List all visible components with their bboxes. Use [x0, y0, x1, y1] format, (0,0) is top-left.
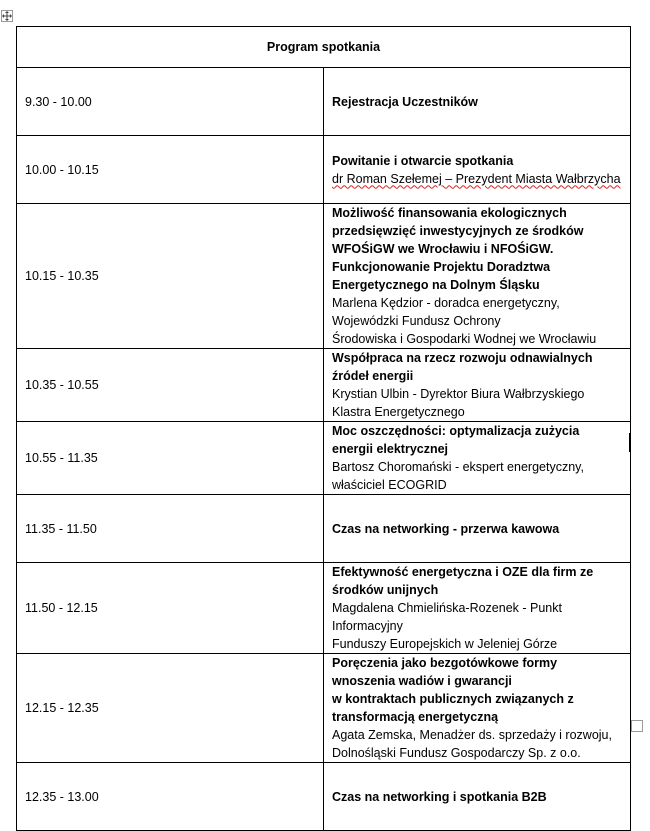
speaker-line: Marlena Kędzior - doradca energetyczny, Wojewódzki Fundusz Ochrony [332, 296, 560, 328]
table-move-handle-icon[interactable] [1, 10, 13, 22]
table-row [17, 422, 631, 495]
session-cell[interactable] [324, 563, 631, 654]
table-row [17, 68, 631, 136]
session-title: Moc oszczędności: optymalizacja zużycia energii elektrycznej [332, 424, 580, 456]
table-row [17, 136, 631, 204]
speaker-line: Krystian Ulbin - Dyrektor Biura Wałbrzyskiego Klastra Energetycznego [332, 387, 585, 419]
session-cell[interactable] [324, 422, 631, 495]
speaker-line: Funduszy Europejskich w Jeleniej Górze [332, 637, 558, 651]
session-cell[interactable] [324, 763, 631, 831]
session-title-line: Możliwość finansowania ekologicznych przedsięwzięć inwestycyjnych ze środków [332, 206, 584, 238]
session-title: Powitanie i otwarcie spotkania [332, 153, 514, 168]
time-cell[interactable]: 12.35 - 13.00 [17, 763, 324, 831]
time-cell[interactable]: 10.00 - 10.15 [17, 136, 324, 204]
header-row [17, 27, 631, 68]
session-cell[interactable] [324, 68, 631, 136]
session-title-line: Energetycznego na Dolnym Śląsku [332, 278, 540, 292]
session-title-line: w kontraktach publicznych związanych z transformacją energetyczną [332, 692, 574, 724]
session-cell[interactable] [324, 136, 631, 204]
table-row [17, 204, 631, 349]
session-cell[interactable] [324, 204, 631, 349]
speaker-line: Agata Zemska, Menadżer ds. sprzedaży i rozwoju, [332, 728, 612, 742]
table-row [17, 563, 631, 654]
table-heading[interactable]: Program spotkania [17, 27, 631, 68]
session-cell[interactable] [324, 349, 631, 422]
table-row [17, 495, 631, 563]
session-cell[interactable] [324, 495, 631, 563]
time-cell[interactable]: 10.35 - 10.55 [17, 349, 324, 422]
time-cell[interactable]: 10.55 - 11.35 [17, 422, 324, 495]
time-cell[interactable]: 10.15 - 10.35 [17, 204, 324, 349]
session-title: Efektywność energetyczna i OZE dla firm ze środków unijnych [332, 565, 594, 597]
table-row [17, 349, 631, 422]
session-title: Rejestracja Uczestników [332, 94, 478, 109]
session-title-line: Poręczenia jako bezgotówkowe formy wnoszenia wadiów i gwarancji [332, 656, 558, 688]
session-title: Czas na networking - przerwa kawowa [332, 521, 560, 536]
time-cell[interactable]: 12.15 - 12.35 [17, 654, 324, 763]
session-title: Współpraca na rzecz rozwoju odnawialnych źródeł energii [332, 351, 593, 383]
time-cell[interactable]: 9.30 - 10.00 [17, 68, 324, 136]
table-row [17, 654, 631, 763]
speaker-line: Bartosz Choromański - ekspert energetyczny, właściciel ECOGRID [332, 460, 584, 492]
session-cell[interactable] [324, 654, 631, 763]
speaker-line: Magdalena Chmielińska-Rozenek - Punkt Informacyjny [332, 601, 562, 633]
speaker-line: Dolnośląski Fundusz Gospodarczy Sp. z o.o. [332, 746, 581, 760]
speaker-text: dr Roman Szełemej – Prezydent Miasta Wałbrzycha [332, 171, 621, 186]
time-cell[interactable]: 11.50 - 12.15 [17, 563, 324, 654]
session-title: Czas na networking i spotkania B2B [332, 789, 547, 804]
session-title-line: WFOŚiGW we Wrocławiu i NFOŚiGW. Funkcjonowanie Projektu Doradztwa [332, 242, 554, 274]
table-row [17, 763, 631, 831]
speaker-line: Środowiska i Gospodarki Wodnej we Wrocławiu [332, 332, 597, 346]
time-cell[interactable]: 11.35 - 11.50 [17, 495, 324, 563]
text-cursor [629, 433, 630, 452]
speaker-line [332, 170, 622, 188]
agenda-table [16, 26, 631, 831]
table-resize-handle-icon[interactable] [631, 720, 643, 732]
